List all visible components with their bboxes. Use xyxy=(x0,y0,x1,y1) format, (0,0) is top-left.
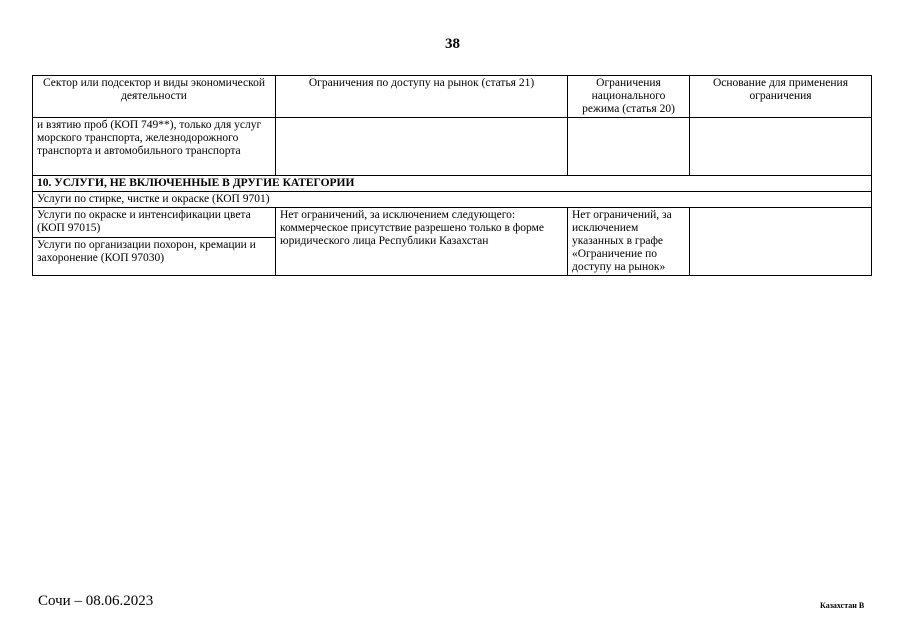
market-access-cell xyxy=(276,118,568,176)
section-title: 10. УСЛУГИ, НЕ ВКЛЮЧЕННЫЕ В ДРУГИЕ КАТЕГОРИИ xyxy=(33,176,872,192)
services-table xyxy=(32,75,872,276)
footer-date: Сочи – 08.06.2023 xyxy=(38,593,154,609)
table-row xyxy=(33,118,872,176)
table-row xyxy=(33,208,872,238)
footer-document-code: Казахстан В xyxy=(820,601,865,610)
section-row xyxy=(33,176,872,192)
header-national-treatment: Ограничения национального режима (статья 20) xyxy=(568,76,690,118)
subsection-title: Услуги по стирке, чистке и окраске (КОП 9701) xyxy=(33,192,872,208)
national-treatment-cell xyxy=(568,118,690,176)
basis-cell xyxy=(690,118,872,176)
sector-cell: Услуги по организации похорон, кремации и захоронение (КОП 97030) xyxy=(33,238,276,276)
sector-cell: и взятию проб (КОП 749**), только для услуг морского транспорта, железнодорожного транспорта и автомобильного транспорта xyxy=(33,118,276,176)
header-sector: Сектор или подсектор и виды экономической деятельности xyxy=(33,76,276,118)
table-header-row xyxy=(33,76,872,118)
sector-cell: Услуги по окраске и интенсификации цвета (КОП 97015) xyxy=(33,208,276,238)
market-access-cell: Нет ограничений, за исключением следующего: коммерческое присутствие разрешено только в форме юридического лица Республики Казахстан xyxy=(276,208,568,276)
header-market-access: Ограничения по доступу на рынок (статья 21) xyxy=(276,76,568,118)
national-treatment-cell: Нет ограничений, за исключением указанных в графе «Ограничение по доступу на рынок» xyxy=(568,208,690,276)
header-basis: Основание для применения ограничения xyxy=(690,76,872,118)
subsection-row xyxy=(33,192,872,208)
page-number: 38 xyxy=(445,36,460,52)
basis-cell xyxy=(690,208,872,276)
